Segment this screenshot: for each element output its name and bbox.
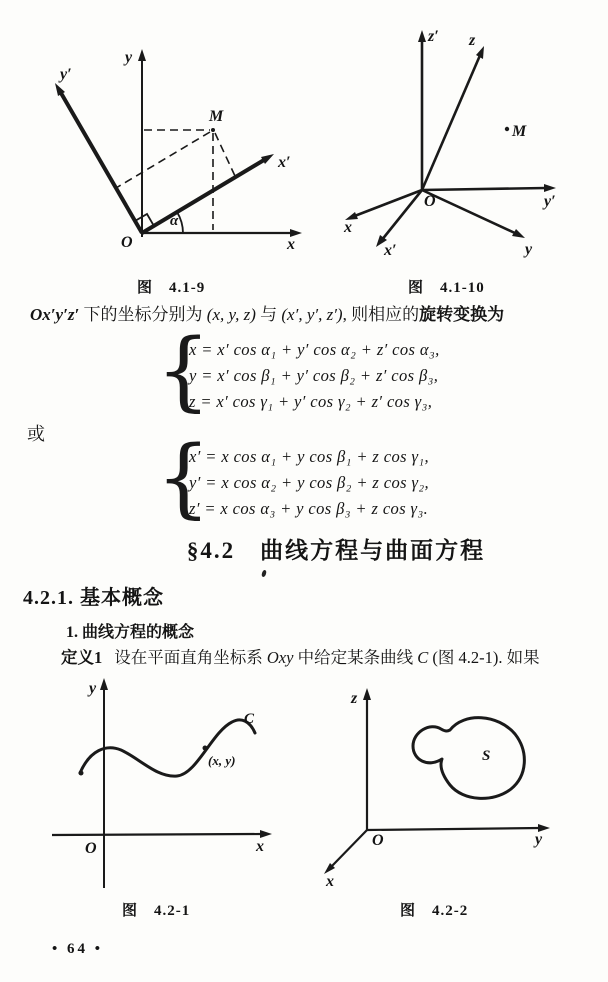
y-axis-arrowhead [138, 49, 146, 61]
equation-line: x = x′ cos α₁ + y′ cos α₂ + z′ cos α₃, [189, 340, 440, 359]
definition-text: (图 4.2-1). 如果 [428, 648, 540, 667]
point-m-label: M [512, 123, 527, 140]
curve-c-label: C [244, 711, 255, 727]
subsection-heading: 4.2.1. 基本概念 [23, 587, 164, 609]
point-m-label: M [209, 108, 224, 125]
surface-s-outline [413, 718, 524, 799]
origin-label: O [372, 832, 384, 849]
page-number: • 64 • [52, 941, 104, 957]
x-axis-label: x [287, 236, 295, 253]
y-axis-label: y [125, 49, 133, 66]
paragraph-text: , 则相应的 [342, 305, 420, 324]
z-prime-arrowhead [418, 30, 426, 42]
y-axis-label: y [525, 241, 533, 258]
body-paragraph [30, 303, 586, 327]
definition-paragraph [61, 644, 540, 668]
surface-s-label: S [482, 748, 491, 764]
x-axis-label: x [344, 219, 352, 236]
figure-4-1-10 [300, 0, 608, 270]
x-axis-label: x [256, 838, 264, 855]
y-axis-arrowhead [512, 229, 525, 238]
point-m-dot [211, 128, 215, 132]
paragraph-text: 下的坐标分别为 [79, 305, 207, 324]
rotation-transform-term: 旋转变换为 [419, 305, 505, 324]
alpha-label: α [170, 213, 179, 229]
figure-4-1-9 [0, 0, 308, 270]
dashed-projection-to-y-prime [116, 132, 210, 188]
definition-text: 中给定某条曲线 [293, 648, 418, 667]
definition-text: 设在平面直角坐标系 [114, 648, 267, 667]
z-axis-line [422, 53, 481, 190]
x-axis-label: x [326, 873, 334, 890]
equation-line: z′ = x cos α₃ + y cos β₃ + z cos γ₃. [189, 499, 429, 518]
origin-label: O [85, 840, 97, 857]
y-axis-line [367, 828, 540, 830]
equation-system-1 [156, 321, 440, 421]
item-heading: 1. 曲线方程的概念 [66, 624, 195, 641]
z-axis-label: z [351, 690, 358, 707]
z-axis-arrowhead [363, 688, 371, 700]
figure-4-2-1 [0, 670, 308, 915]
x-axis-arrowhead [260, 830, 272, 838]
figure-caption: 图 4.1-9 [137, 280, 206, 296]
figure-caption: 图 4.2-2 [400, 903, 469, 919]
or-connector: 或 [27, 424, 45, 444]
point-m-dot [505, 127, 509, 131]
ink-speck [261, 570, 267, 578]
equation-line: z = x′ cos γ₁ + y′ cos γ₂ + z′ cos γ₃, [189, 392, 433, 411]
y-prime-arrowhead [544, 184, 556, 192]
point-xy-label: (x, y) [208, 753, 236, 768]
equation-line: y = x′ cos β₁ + y′ cos β₂ + z′ cos β₃, [189, 366, 439, 385]
figure-caption: 图 4.2-1 [122, 903, 191, 919]
curve-symbol: C [417, 648, 429, 667]
y-prime-axis-label: y′ [60, 66, 72, 83]
paragraph-text: 与 [255, 305, 282, 324]
system-brace: { [156, 428, 211, 528]
y-axis-arrowhead [100, 678, 108, 690]
frame-symbol: Ox′y′z′ [30, 305, 80, 324]
section-heading: §4.2 曲线方程与曲面方程 [186, 538, 486, 563]
y-axis-label: y [535, 831, 543, 848]
x-axis-line [52, 834, 262, 835]
y-axis-label: y [89, 680, 97, 697]
origin-label: O [121, 234, 133, 251]
z-axis-label: z [469, 32, 476, 49]
figure-4-2-2 [300, 670, 608, 915]
figure-caption: 图 4.1-10 [408, 280, 485, 296]
z-axis-arrowhead [476, 46, 484, 59]
equation-system-2 [156, 428, 430, 528]
dashed-projection-to-x-prime [215, 133, 235, 176]
y-prime-axis-line [422, 188, 546, 190]
coord-tuple: (x, y, z) [206, 305, 256, 324]
y-prime-axis-line [61, 93, 142, 233]
equation-line: x′ = x cos α₁ + y cos β₁ + z cos γ₁, [189, 447, 430, 466]
coordinate-system-symbol: Oxy [266, 648, 294, 667]
y-prime-axis-label: y′ [544, 193, 556, 210]
point-xy-dot [203, 746, 208, 751]
equation-line: y′ = x cos α₂ + y cos β₂ + z cos γ₂, [189, 473, 430, 492]
x-prime-axis-line [142, 160, 264, 233]
x-prime-axis-label: x′ [278, 154, 291, 171]
definition-label: 定义1 [61, 648, 103, 667]
x-axis-line [331, 830, 367, 867]
coord-tuple-prime: (x′, y′, z′) [281, 305, 343, 324]
system-brace: { [156, 321, 211, 421]
curve-start-dot [79, 771, 84, 776]
x-prime-axis-label: x′ [384, 242, 397, 259]
z-prime-axis-label: z′ [428, 28, 439, 45]
origin-label: O [424, 193, 436, 210]
y-axis-line [422, 190, 517, 234]
